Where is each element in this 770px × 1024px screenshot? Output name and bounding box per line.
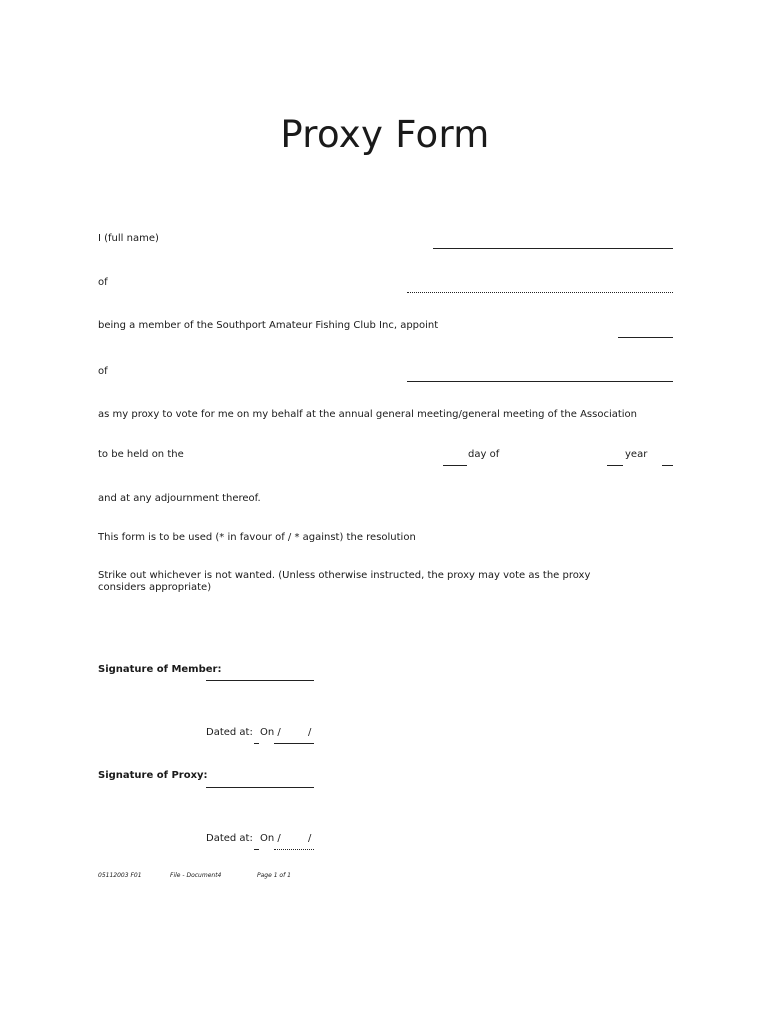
- footer-code: 05112003 F01: [98, 872, 142, 879]
- usage-statement: This form is to be used (* in favour of / * against) the resolution: [98, 532, 416, 543]
- appointee-name-field[interactable]: [618, 337, 673, 338]
- day-field[interactable]: [443, 465, 467, 466]
- full-name-field[interactable]: [433, 248, 673, 249]
- on-label-1: On /: [260, 727, 281, 738]
- page-title: Proxy Form: [280, 113, 490, 156]
- dated-at-field-2[interactable]: [254, 849, 259, 850]
- signature-proxy-field[interactable]: [206, 787, 314, 788]
- year-label: year: [625, 449, 648, 460]
- dated-at-field-1[interactable]: [254, 743, 259, 744]
- signature-member-field[interactable]: [206, 680, 314, 681]
- day-of-label: day of: [468, 449, 500, 460]
- adjournment-statement: and at any adjournment thereof.: [98, 493, 261, 504]
- date-field-2[interactable]: [274, 849, 314, 850]
- dated-at-label-2: Dated at:: [206, 833, 253, 844]
- footer-file: File - Document4: [170, 872, 222, 879]
- held-on-label: to be held on the: [98, 449, 184, 460]
- member-address-field[interactable]: [407, 292, 673, 293]
- date-slash-1: /: [308, 727, 312, 738]
- signature-proxy-label: Signature of Proxy:: [98, 770, 208, 781]
- strike-out-note: Strike out whichever is not wanted. (Unless otherwise instructed, the proxy may vote as the proxy considers appropriate): [98, 570, 591, 593]
- member-statement: being a member of the Southport Amateur Fishing Club Inc, appoint: [98, 320, 439, 331]
- dated-at-label-1: Dated at:: [206, 727, 253, 738]
- footer-page: Page 1 of 1: [257, 872, 291, 879]
- month-field[interactable]: [607, 465, 623, 466]
- date-field-1[interactable]: [274, 743, 314, 744]
- year-field[interactable]: [662, 465, 673, 466]
- proxy-statement: as my proxy to vote for me on my behalf at the annual general meeting/general meeting of the Association: [98, 409, 638, 420]
- of-label-1: of: [98, 277, 108, 288]
- signature-member-label: Signature of Member:: [98, 664, 222, 675]
- date-slash-2: /: [308, 833, 312, 844]
- on-label-2: On /: [260, 833, 281, 844]
- of-label-2: of: [98, 366, 108, 377]
- proxy-address-field[interactable]: [407, 381, 673, 382]
- full-name-label: I (full name): [98, 233, 159, 244]
